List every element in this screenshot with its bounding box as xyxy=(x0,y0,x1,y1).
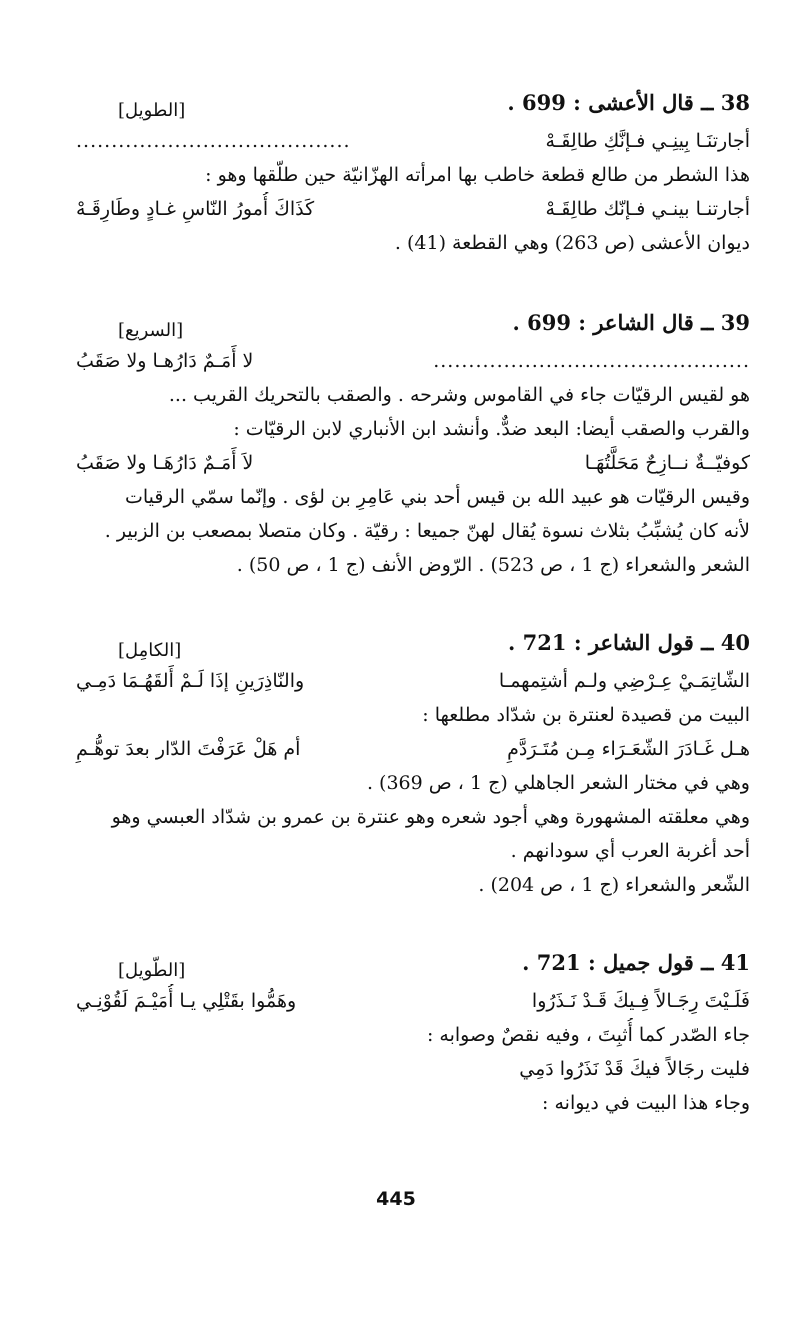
entry-heading: 41 ــ قول جميل : 721 . xyxy=(522,950,750,975)
verse-first-half: فَلَـيْتَ رِجَـالاً فِـيكَ قَـدْ نَـذَرُوا xyxy=(531,990,750,1012)
commentary-line: أحد أغربة العرب أي سودانهم . xyxy=(510,840,750,862)
commentary-line: ديوان الأعشى (ص 263) وهي القطعة (41) . xyxy=(394,232,750,254)
commentary-line: والقرب والصقب أيضا: البعد ضدٌّ. وأنشد ابن الأنباري لابن الرقيّات : xyxy=(233,418,750,440)
verse-second-half: لا أَمَـمٌ دَارُهـا ولا صَقَبُ xyxy=(76,350,254,372)
entry-38 xyxy=(70,90,750,260)
entry-40 xyxy=(70,630,750,902)
commentary-line: وجاء هذا البيت في ديوانه : xyxy=(542,1092,750,1114)
verse-first-half: أجارتنَـا بِينِـي فـإنَّكِ طالِقَـهْ xyxy=(545,130,750,152)
verse-second-half: كَذَاكَ أُمورُ النّاسِ غـادٍ وطَارِقَـهْ xyxy=(76,198,315,220)
verse-second-half: ....................................... xyxy=(76,130,351,152)
verse-second-half: لاَ أَمَـمٌ دَارُهَـا ولا صَقَبُ xyxy=(76,452,254,474)
verse-line xyxy=(70,664,750,698)
commentary-line: وهي معلقته المشهورة وهي أجود شعره وهو عنترة بن عمرو بن شدّاد العبسي وهو xyxy=(111,806,750,828)
entry-heading-row xyxy=(70,310,750,344)
verse-line xyxy=(70,732,750,766)
verse-first-half: كوفيّــةٌ نــازِحٌ مَحَلَّتُهَـا xyxy=(584,452,750,474)
entry-heading: 38 ــ قال الأعشى : 699 . xyxy=(507,90,750,115)
commentary-line: البيت من قصيدة لعنترة بن شدّاد مطلعها : xyxy=(422,704,750,726)
verse-line xyxy=(70,192,750,226)
verse-first-half: أجارتنـا بينـي فـإنّك طالِقَـهْ xyxy=(545,198,750,220)
meter-label: [الطويل] xyxy=(118,100,186,121)
meter-label: [الطّويل] xyxy=(118,960,186,981)
verse-second-half: والنّاذِرَينِ إذَا لَـمْ أَلقَهُـمَا دَمِـي xyxy=(76,670,305,692)
verse-line xyxy=(70,124,750,158)
verse-second-half: وهَمُّوا بقَتْلِي يـا أُمَيْـمَ لَقُوْنِـي xyxy=(76,990,297,1012)
meter-label: [الكامِل] xyxy=(118,640,182,661)
meter-label: [السريع] xyxy=(118,320,184,341)
entry-heading: 39 ــ قال الشاعر : 699 . xyxy=(512,310,750,335)
commentary-line: الشّعر والشعراء (ج 1 ، ص 204) . xyxy=(478,874,750,896)
verse-line xyxy=(70,984,750,1018)
commentary-line: هذا الشطر من طالع قطعة خاطب بها امرأته الهزّانيّة حين طلّقها وهو : xyxy=(205,164,750,186)
commentary-line: هو لقيس الرقيّات جاء في القاموس وشرحه . والصقب بالتحريك القريب ... xyxy=(168,384,750,406)
commentary-line: لأنه كان يُشبِّبُ بثلاث نسوة يُقال لهنّ جميعا : رقيّة . وكان متصلا بمصعب بن الزبير . xyxy=(104,520,750,542)
commentary-line: الشعر والشعراء (ج 1 ، ص 523) . الرّوض الأنف (ج 1 ، ص 50) . xyxy=(236,554,750,576)
commentary-line: جاء الصّدر كما أُثبِتَ ، وفيه نقصٌ وصوابه : xyxy=(426,1024,750,1046)
entry-41 xyxy=(70,950,750,1120)
commentary-line: وقيس الرقيّات هو عبيد الله بن قيس أحد بني عَامِرِ بن لؤى . وإنّما سمّي الرقيات xyxy=(124,486,750,508)
verse-first-half: الشّاتِمَـيْ عِـرْضِي ولـم أشتِمهمـا xyxy=(498,670,750,692)
page-number: 445 xyxy=(376,1188,416,1210)
verse-first-half: هـل غَـادَرَ الشّعَـرَاء مِـن مُتَـرَدَّمِ xyxy=(507,738,750,760)
verse-line xyxy=(70,446,750,480)
entry-heading-row xyxy=(70,950,750,984)
entry-heading: 40 ــ قول الشاعر : 721 . xyxy=(508,630,750,655)
verse-first-half: ............................................. xyxy=(433,350,750,372)
commentary-line: وهي في مختار الشعر الجاهلي (ج 1 ، ص 369) . xyxy=(366,772,750,794)
commentary-line: فليت رجَالاً فيكَ قَدْ نَذَرُوا دَمِي xyxy=(519,1058,750,1080)
verse-second-half: أم هَلْ عَرَفْتَ الدّار بعدَ توهُّـمِ xyxy=(76,738,301,760)
verse-line xyxy=(70,344,750,378)
entry-39 xyxy=(70,310,750,582)
entry-heading-row xyxy=(70,630,750,664)
entry-heading-row xyxy=(70,90,750,124)
